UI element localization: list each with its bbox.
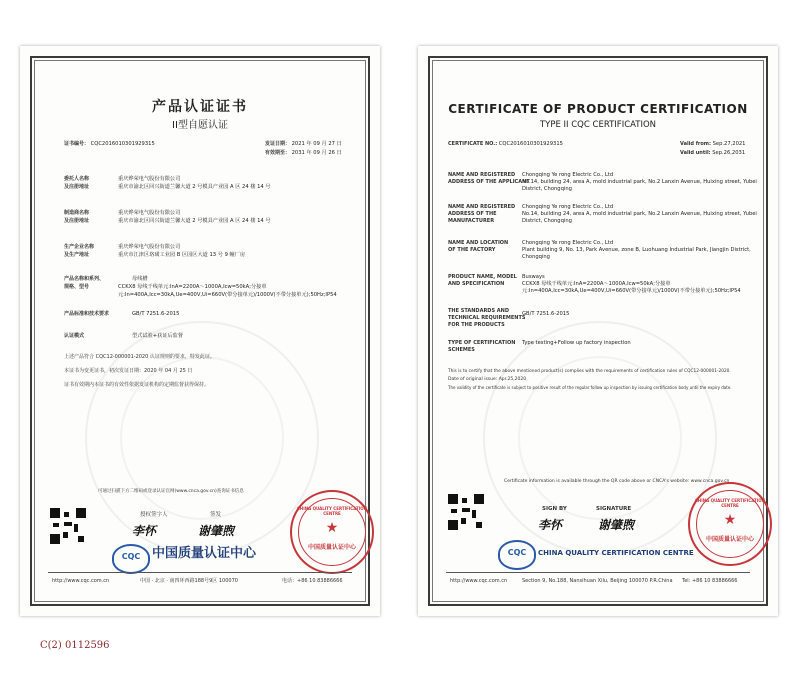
sign-by-label: SIGN BY xyxy=(542,506,567,512)
standard-value: GB/T 7251.6-2015 xyxy=(132,311,180,317)
valid-until-label: Valid until: xyxy=(680,150,711,156)
qr-code-icon xyxy=(50,508,86,544)
signature-label: SIGNATURE xyxy=(596,506,632,512)
valid-from-row xyxy=(680,141,746,148)
factory-label-line1: NAME AND LOCATION xyxy=(448,240,509,246)
manufacturer-address-line2: District, Chongqing xyxy=(522,218,572,224)
issue-date-row xyxy=(265,141,342,148)
seal-english-text: CHINA QUALITY CERTIFICATION CENTRE xyxy=(695,498,765,508)
factory-name: 重庆烨荣电气股份有限公司 xyxy=(118,244,181,250)
valid-date-label: 有效期至： xyxy=(265,150,291,156)
cqc-logo-icon: CQC xyxy=(498,540,536,570)
product-label: 产品名称和系列、 xyxy=(64,276,105,282)
product-name: Busways xyxy=(522,274,545,280)
product-label-line2: AND SPECIFICATION xyxy=(448,281,505,287)
conformity-note: 上述产品符合 CQC12-000001-2020 认证规则的要求，特发此证。 xyxy=(64,354,215,360)
qr-lookup-note: 可通过扫描下方二维码或登录认证官网(www.cnca.gov.cn)查询证书信息 xyxy=(98,489,244,494)
signature-2: 谢肇煦 xyxy=(198,524,235,538)
applicant-name: 重庆烨荣电气股份有限公司 xyxy=(118,176,181,182)
applicant-label-line2: ADDRESS OF THE APPLICANT xyxy=(448,179,530,185)
change-note: 本证书为变更证书，初次发证日期：2020 年 04 月 25 日 xyxy=(64,368,193,374)
applicant-name: Chongqing Ye rong Electric Co., Ltd xyxy=(522,172,614,178)
validity-note: 证书有效期内本证书的有效性依据发证机构的定期监督获得保持。 xyxy=(64,382,210,388)
scheme-label: 认证模式 xyxy=(64,333,85,339)
manufacturer-label-line2: ADDRESS OF THE xyxy=(448,211,497,217)
product-label-line1: PRODUCT NAME, MODEL xyxy=(448,274,517,280)
issuer-label: 签发 xyxy=(210,512,222,518)
manufacturer-name: Chongqing Ye rong Electric Co., Ltd xyxy=(522,204,614,210)
cqc-logo-icon: CQC xyxy=(112,544,150,574)
product-model-label: 规格、型号 xyxy=(64,284,90,290)
cert-no-value: CQC2016010301929315 xyxy=(498,141,563,147)
validity-note: The validity of the certificate is subject to positive result of the regular follow up inspection by issuing certification body until the expiry date. xyxy=(448,385,732,390)
cert-no-label: CERTIFICATE NO.: xyxy=(448,141,498,147)
signature-1: 李怀 xyxy=(538,518,563,532)
footer-phone: Tel: +86 10 83886666 xyxy=(682,578,738,584)
valid-date-value: 2031 年 09 月 26 日 xyxy=(291,150,342,156)
certificate-subtitle: TYPE II CQC CERTIFICATION xyxy=(539,120,657,130)
manufacturer-address-label: 及注册地址 xyxy=(64,218,90,224)
valid-from-value: Sep.27,2021 xyxy=(712,141,746,147)
standard-label: 产品标准和技术要求 xyxy=(64,311,110,317)
watermark-emblem-inner xyxy=(120,356,284,520)
product-spec-line1: CCKX8 母线干线单元:InA=2200A～1000A,Icw=50kA;分接单 xyxy=(118,284,267,290)
original-issue-note: Date of original issue: Apr.25,2020 xyxy=(448,377,527,382)
applicant-address-line2: District, Chongqing xyxy=(522,186,572,192)
valid-until-value: Sep.26,2031 xyxy=(712,150,746,156)
cert-no-row xyxy=(64,141,155,148)
applicant-address: 重庆市渝北区回兴街道兰馨大道 2 号模具产业园 A 区 24 楼 14 号 xyxy=(118,184,271,190)
watermark-emblem-inner xyxy=(518,356,682,520)
valid-until-row xyxy=(680,150,745,157)
standard-label-line1: THE STANDARDS AND xyxy=(448,308,509,314)
manufacturer-label-line3: MANUFACTURER xyxy=(448,218,495,224)
cert-no-value: CQC2016010301929315 xyxy=(90,141,155,147)
product-spec-line2: 元:In=400A,Icc=30kA,Ue=400V,Ui=660V(带分接单元)/1000V(不带分接单元);50Hz;IP54 xyxy=(118,292,337,298)
standard-label-line2: TECHNICAL REQUIREMENTS xyxy=(448,315,526,321)
manufacturer-address: 重庆市渝北区回兴街道兰馨大道 2 号模具产业园 A 区 24 楼 14 号 xyxy=(118,218,271,224)
centre-name: 中国质量认证中心 xyxy=(152,546,257,561)
signature-1: 李怀 xyxy=(132,524,157,538)
qr-code-icon xyxy=(448,494,484,530)
manufacturer-label-line1: NAME AND REGISTERED xyxy=(448,204,516,210)
factory-address-label: 及生产地址 xyxy=(64,252,90,258)
footer-address: 中国 · 北京 · 南四环西路188号9区 100070 xyxy=(140,578,238,584)
factory-address-line2: Chongqing xyxy=(522,254,550,260)
issue-date-label: 发证日期： xyxy=(265,141,291,147)
seal-chinese-text: 中国质量认证中心 xyxy=(705,536,754,543)
footer-website: http://www.cqc.com.cn xyxy=(450,578,508,584)
scheme-label-line2: SCHEMES xyxy=(448,347,475,353)
scheme-value: 型式试验+获证后监督 xyxy=(132,333,184,339)
conformity-note: This is to certify that the above mentioned product(s) complies with the requirements of certification rules of CQC12-000001-2020. xyxy=(448,369,731,374)
footer-phone: 电话：+86 10 83886666 xyxy=(282,578,343,584)
standard-label-line3: FOR THE PRODUCTS xyxy=(448,322,505,328)
standard-value: GB/T 7251.6-2015 xyxy=(522,311,570,317)
applicant-label: 委托人名称 xyxy=(64,176,90,182)
applicant-label-line1: NAME AND REGISTERED xyxy=(448,172,516,178)
factory-address: 重庆市江津区珞璜工业园 B 区园区大道 13 号 9 幢厂房 xyxy=(118,252,246,258)
official-seal-icon: CHINA QUALITY CERTIFICATION CENTRE ★ 中国质量认证中心 xyxy=(688,482,772,566)
seal-english-text: CHINA QUALITY CERTIFICATION CENTRE xyxy=(297,506,367,516)
info-note: Certificate information is available through the QR code above or CNCA's website: www.cnca.gov.cn xyxy=(504,479,730,484)
certificate-english xyxy=(418,46,778,616)
footer-divider xyxy=(48,572,352,573)
issue-date-value: 2021 年 09 月 27 日 xyxy=(291,141,342,147)
serial-number: C(2) 0112596 xyxy=(40,640,110,651)
manufacturer-label: 制造商名称 xyxy=(64,210,90,216)
signature-2: 谢肇煦 xyxy=(598,518,635,532)
certificate-title: CERTIFICATE OF PRODUCT CERTIFICATION xyxy=(448,102,748,116)
applicant-address-line1: No.14, building 24, area A, mold industrial park, No.2 Lanxin Avenue, Huixing street, Yubei xyxy=(522,179,757,185)
valid-from-label: Valid from: xyxy=(680,141,712,147)
scheme-label-line1: TYPE OF CERTIFICATION xyxy=(448,340,516,346)
product-spec-line1: CCKX8 母线干线单元:InA=2200A～1000A,Icw=50kA;分接单 xyxy=(522,281,671,287)
cert-no-row xyxy=(448,141,563,148)
scheme-value: Type testing+Follow up factory inspection xyxy=(522,340,631,346)
footer-address: Section 9, No.188, Nansihuan Xilu, Beijing 100070 P.R.China xyxy=(522,578,673,584)
certificate-subtitle: II型自愿认证 xyxy=(172,120,228,131)
product-name: 母线槽 xyxy=(132,276,148,282)
applicant-address-label: 及注册地址 xyxy=(64,184,90,190)
factory-address-line1: Plant building 9, No. 13, Park Avenue, zone B, Luohuang Industrial Park, Jiangjin District, xyxy=(522,247,751,253)
factory-name: Chongqing Ye rong Electric Co., Ltd xyxy=(522,240,614,246)
official-seal-icon: CHINA QUALITY CERTIFICATION CENTRE ★ 中国质量认证中心 xyxy=(290,490,374,574)
footer-divider xyxy=(446,572,750,573)
product-spec-line2: 元:In=400A,Icc=30kA,Ue=400V,Ui=660V(带分接单元)/1000V(不带分接单元);50Hz;IP54 xyxy=(522,288,741,294)
centre-name: CHINA QUALITY CERTIFICATION CENTRE xyxy=(538,549,694,557)
certificate-title: 产品认证证书 xyxy=(152,99,248,115)
valid-date-row xyxy=(265,150,342,157)
manufacturer-address-line1: No.14, building 24, area A, mold industrial park, No.2 Lanxin Avenue, Huixing street, Yubei xyxy=(522,211,757,217)
factory-label: 生产企业名称 xyxy=(64,244,95,250)
seal-chinese-text: 中国质量认证中心 xyxy=(307,544,356,551)
certificate-chinese xyxy=(20,46,380,616)
signatory-label: 授权签字人 xyxy=(140,512,168,518)
manufacturer-name: 重庆烨荣电气股份有限公司 xyxy=(118,210,181,216)
factory-label-line2: OF THE FACTORY xyxy=(448,247,496,253)
cert-no-label: 证书编号： xyxy=(64,141,90,147)
footer-website: http://www.cqc.com.cn xyxy=(52,578,110,584)
